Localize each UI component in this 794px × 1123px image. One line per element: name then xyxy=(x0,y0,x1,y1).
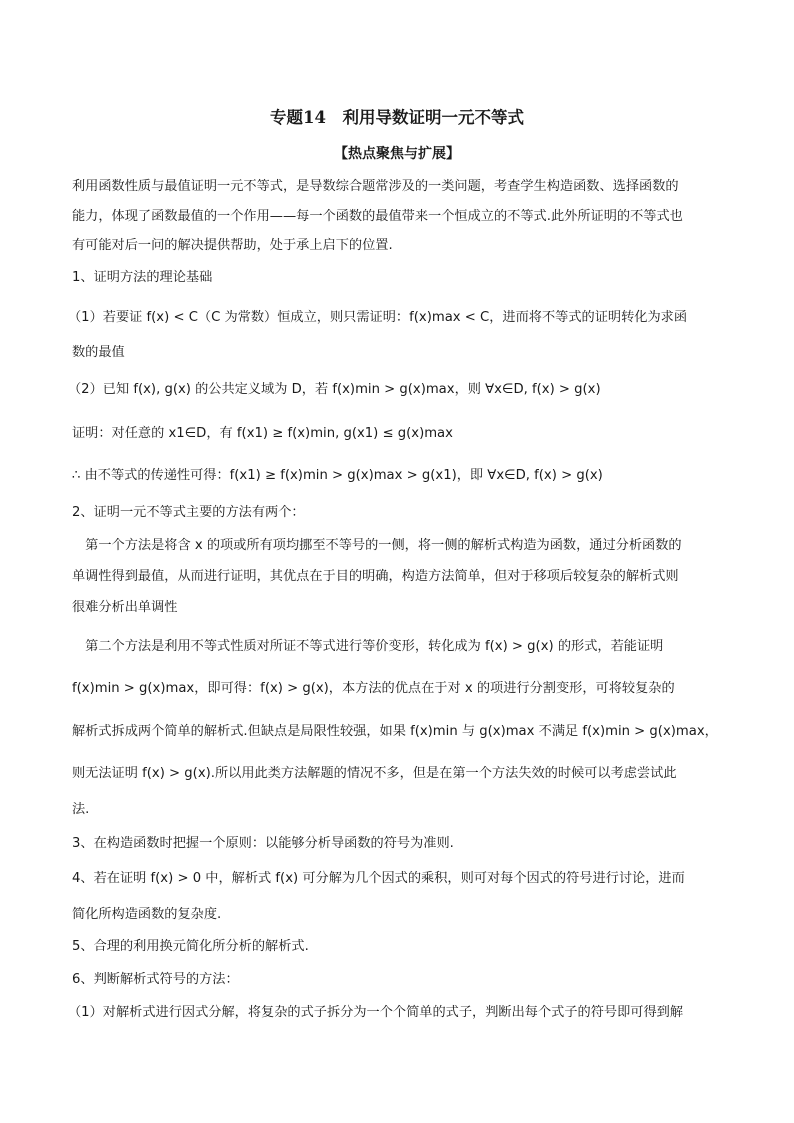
paragraph-line: 解析式拆成两个简单的解析式.但缺点是局限性较强，如果 f(x)min 与 g(x)max 不满足 f(x)min > g(x)max， xyxy=(72,724,718,739)
section-heading-1: 1、证明方法的理论基础 xyxy=(72,270,213,285)
section-heading-3: 3、在构造函数时把握一个原则：以能够分析导函数的符号为准则. xyxy=(72,836,454,851)
section-heading-5: 5、合理的利用换元简化所分析的解析式. xyxy=(72,939,309,954)
section-heading-2: 2、证明一元不等式主要的方法有两个： xyxy=(72,505,305,520)
paragraph-line: 第二个方法是利用不等式性质对所证不等式进行等价变形，转化成为 f(x) > g(x) 的形式，若能证明 xyxy=(72,639,664,654)
section-heading-6: 6、判断解析式符号的方法： xyxy=(72,972,239,987)
paragraph-line: （1）对解析式进行因式分解，将复杂的式子拆分为一个个简单的式子，判断出每个式子的符号即可得到解 xyxy=(68,1005,684,1020)
paragraph-line: 数的最值 xyxy=(72,345,125,360)
paragraph-line: 利用函数性质与最值证明一元不等式，是导数综合题常涉及的一类问题，考查学生构造函数、选择函数的 xyxy=(72,179,679,194)
paragraph-line: 则无法证明 f(x) > g(x).所以用此类方法解题的情况不多，但是在第一个方法失效的时候可以考虑尝试此 xyxy=(72,766,677,781)
section-heading: 【热点聚焦与扩展】 xyxy=(334,146,460,162)
paragraph-line: 法. xyxy=(72,802,90,817)
paragraph-line: （2）已知 f(x), g(x) 的公共定义域为 D，若 f(x)min > g(x)max，则 ∀x∈D, f(x) > g(x) xyxy=(68,382,601,397)
document-title: 专题14 利用导数证明一元不等式 xyxy=(270,108,524,127)
paragraph-line: 能力，体现了函数最值的一个作用——每一个函数的最值带来一个恒成立的不等式.此外所证明的不等式也 xyxy=(72,209,683,224)
paragraph-line: 有可能对后一问的解决提供帮助，处于承上启下的位置. xyxy=(72,238,393,253)
paragraph-line: ∴ 由不等式的传递性可得：f(x1) ≥ f(x)min > g(x)max > g(x1)，即 ∀x∈D, f(x) > g(x) xyxy=(72,468,603,483)
paragraph-line: 简化所构造函数的复杂度. xyxy=(72,907,222,922)
paragraph-line: （1）若要证 f(x) < C（C 为常数）恒成立，则只需证明：f(x)max < C，进而将不等式的证明转化为求函 xyxy=(68,310,688,325)
paragraph-line: 证明：对任意的 x1∈D，有 f(x1) ≥ f(x)min, g(x1) ≤ g(x)max xyxy=(72,426,453,441)
paragraph-line: f(x)min > g(x)max，即可得：f(x) > g(x)，本方法的优点在于对 x 的项进行分割变形，可将较复杂的 xyxy=(72,681,675,696)
paragraph-line: 很难分析出单调性 xyxy=(72,600,178,615)
paragraph-line: 第一个方法是将含 x 的项或所有项均挪至不等号的一侧，将一侧的解析式构造为函数，通过分析函数的 xyxy=(72,538,682,553)
paragraph-line: 单调性得到最值，从而进行证明，其优点在于目的明确，构造方法简单，但对于移项后较复杂的解析式则 xyxy=(72,569,679,584)
section-heading-4: 4、若在证明 f(x) > 0 中，解析式 f(x) 可分解为几个因式的乘积，则可对每个因式的符号进行讨论，进而 xyxy=(72,871,685,886)
